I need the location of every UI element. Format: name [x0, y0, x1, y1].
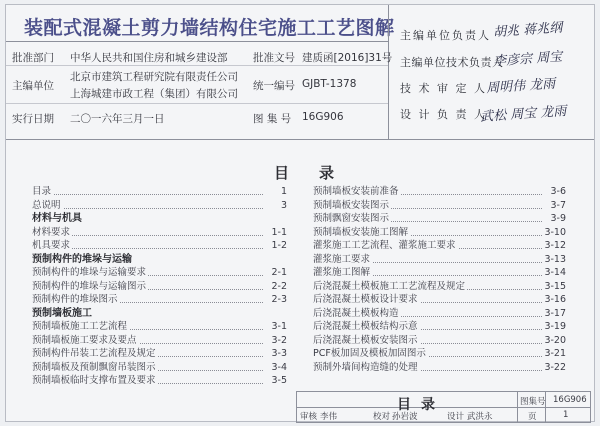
atlas-label: 图 集 号	[253, 113, 292, 125]
toc-entry-page: 3	[280, 199, 287, 211]
toc-entry-page: 3-9	[550, 213, 566, 224]
toc-entry-page: 3-6	[550, 186, 566, 197]
toc-entry[interactable]	[32, 239, 287, 253]
title-block-atlas-label: 图集号	[520, 397, 546, 407]
header-vertical-divider	[388, 5, 389, 139]
toc-entry-title: 预制墙板安装前准备	[313, 186, 399, 197]
toc-entry-page: 3-13	[544, 253, 566, 265]
design-label: 设计	[447, 412, 465, 422]
toc-entry-page: 1-1	[271, 226, 287, 238]
toc-entry-page: 3-7	[550, 199, 566, 211]
title-block-atlas: 16G906	[553, 395, 587, 405]
info-divider-2	[6, 103, 388, 104]
toc-entry[interactable]	[313, 212, 566, 226]
toc-entry[interactable]	[313, 239, 566, 253]
toc-entry-title: 预制飘窗安装图示	[313, 213, 390, 224]
toc-section-heading	[32, 307, 287, 321]
toc-section-heading	[32, 212, 287, 226]
approve-dept-label: 批准部门	[12, 52, 54, 64]
toc-entry[interactable]	[32, 280, 287, 294]
toc-entry-page: 3-2	[271, 334, 287, 346]
editor-label: 主编单位	[12, 80, 54, 92]
toc-entry-page: 3-15	[544, 280, 566, 292]
info-divider-1	[6, 65, 388, 66]
toc-entry-title: 预制构件吊装工艺流程及规定	[32, 348, 156, 359]
page-number: 1	[563, 410, 569, 420]
toc-entry[interactable]	[313, 334, 566, 348]
toc-entry[interactable]	[313, 293, 566, 307]
reviewer: 李伟	[320, 412, 338, 422]
toc-entry-page: 3-10	[544, 226, 566, 238]
resp-label-tech-head: 主编单位技术负责人	[400, 56, 504, 69]
toc-entry-page: 3-19	[544, 321, 566, 332]
toc-entry-page: 3-14	[544, 267, 566, 278]
toc-entry-title: 灌浆施工图解	[313, 267, 371, 278]
toc-entry[interactable]	[32, 293, 287, 307]
toc-left-column	[32, 185, 287, 388]
toc-entry-page: 2-1	[271, 267, 287, 278]
check-label: 校对	[373, 412, 391, 422]
editor-unit-2: 上海城建市政工程（集团）有限公司	[70, 88, 238, 100]
resp-label-reviewer: 技 术 审 定 人	[400, 82, 487, 95]
toc-entry[interactable]	[313, 361, 566, 375]
toc-entry-title: 预制构件的堆垛与运输	[32, 253, 132, 265]
toc-entry-page: 3-16	[544, 294, 566, 305]
toc-entry[interactable]	[313, 253, 566, 267]
toc-entry-title: 预制构件的堆垛图示	[32, 294, 118, 305]
page-label: 页	[528, 412, 537, 422]
title-block-title: 目录	[397, 397, 445, 413]
toc-entry-title: 灌浆施工工艺流程、灌浆施工要求	[313, 240, 456, 251]
toc-entry[interactable]	[313, 226, 566, 240]
toc-entry-page: 3-21	[544, 348, 566, 359]
editor-unit-1: 北京市建筑工程研究院有限责任公司	[70, 71, 238, 83]
resp-label-editor-head: 主编单位负责人	[400, 29, 491, 42]
toc-entry-title: 预制墙板施工工艺流程	[32, 321, 128, 332]
toc-entry-title: 预制墙板安装图示	[313, 199, 390, 211]
toc-entry[interactable]	[32, 199, 287, 213]
toc-entry-title: 后浇混凝土模板设计要求	[313, 294, 418, 305]
toc-entry[interactable]	[32, 185, 287, 199]
toc-leader-dots	[32, 199, 263, 209]
toc-entry-title: 机具要求	[32, 240, 71, 251]
toc-entry[interactable]	[32, 320, 287, 334]
toc-entry-title: PCF板加固及模板加固图示	[313, 348, 426, 359]
toc-entry-page: 3-1	[271, 321, 287, 332]
toc-entry-page: 3-17	[544, 307, 566, 319]
toc-entry-title: 预制构件的堆垛与运输要求	[32, 267, 147, 278]
title-block	[296, 391, 591, 423]
toc-leader-dots	[32, 185, 263, 195]
approve-doc: 建质函[2016]31号	[302, 52, 393, 64]
toc-entry[interactable]	[313, 280, 566, 294]
toc-entry-title: 预制墙板临时支撑布置及要求	[32, 375, 156, 386]
toc-entry-title: 总说明	[32, 199, 61, 211]
toc-entry-page: 3-12	[544, 240, 566, 251]
code-label: 统一编号	[253, 80, 295, 92]
toc-entry-page: 2-2	[271, 280, 287, 292]
atlas-value: 16G906	[302, 111, 344, 123]
toc-entry[interactable]	[313, 266, 566, 280]
toc-entry-page: 3-20	[544, 334, 566, 346]
toc-entry[interactable]	[32, 347, 287, 361]
toc-right-column	[313, 185, 566, 374]
toc-entry-title: 目录	[32, 186, 52, 197]
toc-entry-page: 3-4	[271, 361, 287, 373]
code-value: GJBT-1378	[302, 78, 357, 90]
signature-3: 周明伟 龙雨	[485, 76, 556, 97]
date-value: 二〇一六年三月一日	[70, 113, 165, 125]
header-bottom-line	[6, 139, 594, 140]
toc-entry-title: 预制构件的堆垛与运输图示	[32, 280, 147, 292]
toc-entry-title: 预制墙板及预制飘窗吊装图示	[32, 361, 156, 373]
toc-entry-title: 预制外墙间构造缝的处理	[313, 361, 418, 373]
toc-entry-title: 后浇混凝土模板结构示意	[313, 321, 418, 332]
toc-entry[interactable]	[313, 185, 566, 199]
review-label: 审核	[300, 412, 318, 422]
designer: 武洪永	[467, 412, 493, 422]
drawing-sheet	[5, 4, 595, 422]
toc-entry[interactable]	[32, 374, 287, 388]
toc-entry-page: 3-5	[271, 375, 287, 386]
toc-entry-title: 材料要求	[32, 226, 71, 238]
toc-entry-title: 预制墙板施工要求及要点	[32, 334, 137, 346]
checker: 孙岩波	[392, 412, 418, 422]
signature-2: 李彦宗 周宝	[492, 49, 563, 70]
toc-entry-title: 后浇混凝土模板安装图示	[313, 334, 418, 346]
toc-entry-title: 后浇混凝土模板施工工艺流程及规定	[313, 280, 466, 292]
toc-entry[interactable]	[32, 361, 287, 375]
title-block-vdiv-1	[517, 392, 518, 422]
approve-dept: 中华人民共和国住房和城乡建设部	[70, 52, 228, 64]
toc-entry[interactable]	[313, 307, 566, 321]
toc-entry-page: 3-3	[271, 348, 287, 359]
date-label: 实行日期	[12, 113, 54, 125]
toc-entry[interactable]	[313, 320, 566, 334]
toc-entry-title: 预制墙板安装施工图解	[313, 226, 409, 238]
toc-entry-title: 材料与机具	[32, 213, 82, 224]
toc-entry-page: 3-22	[544, 361, 566, 373]
sheet-title: 装配式混凝土剪力墙结构住宅施工工艺图解	[24, 17, 395, 39]
resp-label-design-head: 设 计 负 责 人	[400, 108, 487, 121]
toc-entry-page: 1	[280, 186, 287, 197]
toc-entry[interactable]	[313, 347, 566, 361]
toc-entry-title: 后浇混凝土模板构造	[313, 307, 399, 319]
toc-entry-title: 灌浆施工要求	[313, 253, 371, 265]
toc-entry[interactable]	[313, 199, 566, 213]
approve-doc-label: 批准文号	[253, 52, 295, 64]
toc-entry[interactable]	[32, 334, 287, 348]
toc-entry-page: 1-2	[271, 240, 287, 251]
toc-entry-page: 2-3	[271, 294, 287, 305]
toc-entry-title: 预制墙板施工	[32, 307, 92, 319]
signature-4: 武松 周宝 龙雨	[479, 104, 567, 125]
signature-1: 胡兆 蒋兆纲	[492, 20, 563, 41]
toc-entry[interactable]	[32, 266, 287, 280]
toc-entry[interactable]	[32, 226, 287, 240]
header-divider	[6, 41, 388, 42]
toc-section-heading	[32, 253, 287, 267]
toc-heading: 目录	[274, 164, 365, 182]
